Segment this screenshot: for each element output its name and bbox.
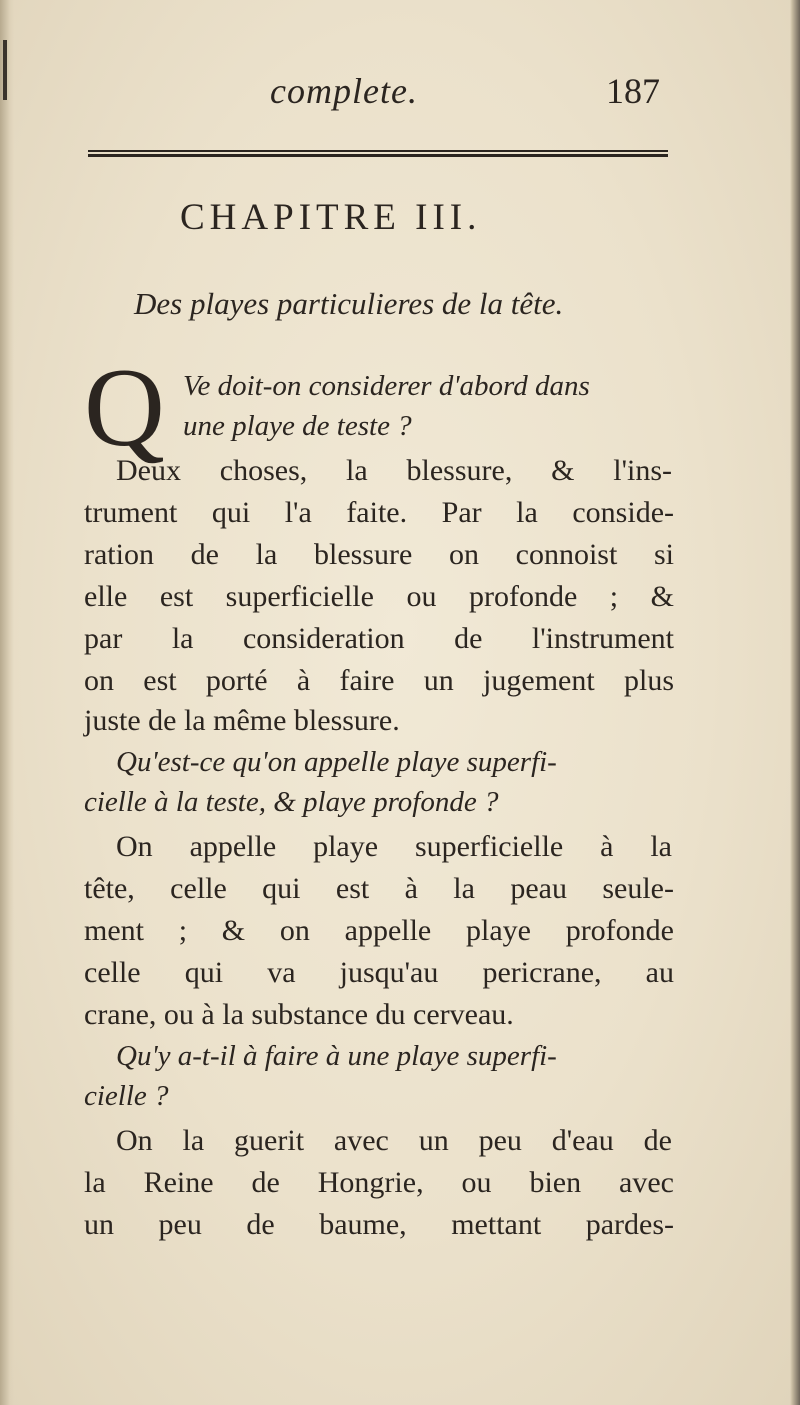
answer-1-line: ration de la blessure on connoist si	[84, 538, 674, 571]
page-number: 187	[606, 71, 660, 111]
answer-1-line: elle est superficielle ou profonde ; &	[84, 580, 674, 613]
answer-3-line: un peu de baume, mettant pardes-	[84, 1208, 674, 1241]
answer-1-line: on est porté à faire un jugement plus	[84, 664, 674, 697]
question-1-line-1: Ve doit-on considerer d'abord dans	[183, 370, 590, 402]
answer-2-line: tête, celle qui est à la peau seule-	[84, 872, 674, 905]
answer-3-line: On la guerit avec un peu d'eau de	[116, 1124, 672, 1157]
question-3-line-1: Qu'y a-t-il à faire à une playe superfi-	[116, 1040, 557, 1072]
page-left-edge	[0, 0, 14, 1405]
drop-cap: Q	[84, 346, 165, 470]
answer-3-line: la Reine de Hongrie, ou bien avec	[84, 1166, 674, 1199]
page-right-edge	[790, 0, 800, 1405]
answer-1-line: juste de la même blessure.	[84, 704, 400, 737]
question-1-line-2: une playe de teste ?	[183, 410, 412, 442]
header-rule	[88, 150, 668, 156]
question-3-line-2: cielle ?	[84, 1080, 169, 1112]
answer-2-line: ment ; & on appelle playe profonde	[84, 914, 674, 947]
answer-1-line: trument qui l'a faite. Par la conside-	[84, 496, 674, 529]
answer-2-line: celle qui va jusqu'au pericrane, au	[84, 956, 674, 989]
question-2-line-1: Qu'est-ce qu'on appelle playe superfi-	[116, 746, 557, 778]
binding-mark	[3, 40, 7, 100]
answer-1-line: Deux choses, la blessure, & l'ins-	[116, 454, 672, 487]
section-title: Des playes particulieres de la tête.	[134, 286, 564, 321]
answer-2-line: crane, ou à la substance du cerveau.	[84, 998, 514, 1031]
answer-2-line: On appelle playe superficielle à la	[116, 830, 672, 863]
answer-1-line: par la consideration de l'instrument	[84, 622, 674, 655]
chapter-title: CHAPITRE III.	[180, 197, 482, 238]
question-2-line-2: cielle à la teste, & playe profonde ?	[84, 786, 499, 818]
running-head: complete.	[270, 71, 418, 111]
